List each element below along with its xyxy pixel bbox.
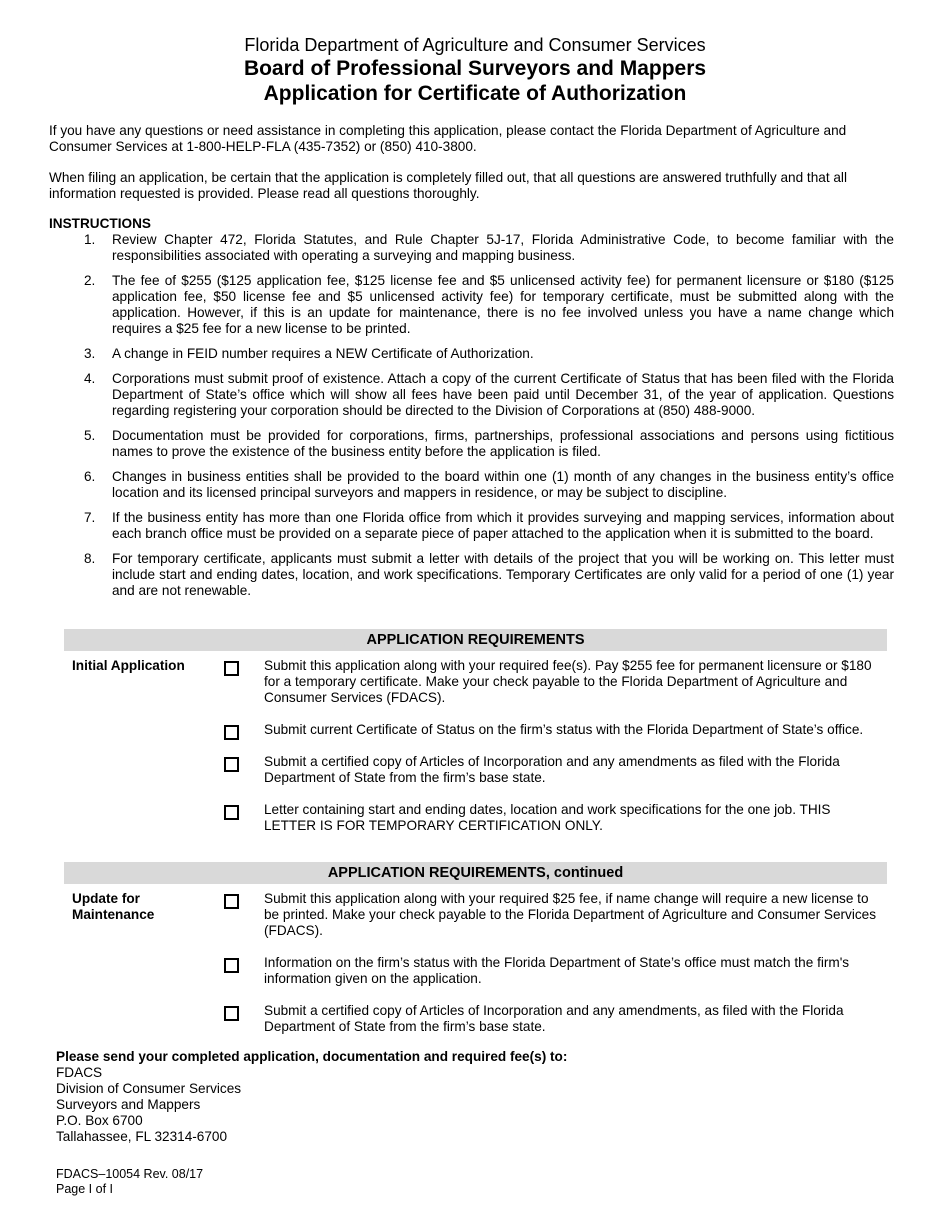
instruction-item	[49, 346, 894, 362]
requirements-heading: APPLICATION REQUIREMENTS	[64, 629, 887, 651]
instruction-text: Documentation must be provided for corporations, firms, partnerships, professional associations and persons using fictitious names to prove the existence of the business entity before the application is filed.	[112, 428, 894, 459]
intro-contact-paragraph: If you have any questions or need assistance in completing this application, please contact the Florida Department of Agriculture and Consumer Services at 1-800-HELP-FLA (435-7352) or (850) 410-3800.	[49, 123, 847, 154]
requirement-text: Information on the firm’s status with the Florida Department of State’s office must match the firm's information given on the application.	[264, 955, 850, 986]
requirements-continued-heading: APPLICATION REQUIREMENTS, continued	[64, 862, 887, 884]
requirement-text: Submit this application along with your required fee(s). Pay $255 fee for permanent licensure or $180 for a temporary certificate. Make your check payable to the Florida Department of Agriculture and Consumer Services (FDACS).	[264, 658, 872, 705]
instruction-text: A change in FEID number requires a NEW Certificate of Authorization.	[112, 346, 534, 361]
mailing-line: FDACS	[56, 1065, 103, 1080]
requirements-body	[64, 651, 887, 834]
update-maintenance-label-line2: Maintenance	[72, 907, 155, 922]
requirement-item	[264, 754, 887, 786]
requirement-text: Submit a certified copy of Articles of Incorporation and any amendments, as filed with the Florida Department of State from the firm’s base state.	[264, 1003, 844, 1034]
instruction-item	[49, 551, 894, 599]
requirement-checkbox[interactable]	[224, 1006, 239, 1021]
instruction-number: 3.	[84, 346, 96, 361]
update-maintenance-label-line1: Update for	[72, 891, 140, 906]
requirement-text: Submit this application along with your required $25 fee, if name change will require a new license to be printed. Make your check payable to the Florida Department of Agriculture and Consumer Services (FDACS).	[264, 891, 877, 938]
board-name: Board of Professional Surveyors and Mappers	[243, 57, 707, 80]
instructions-list	[49, 232, 894, 608]
requirement-item	[264, 658, 887, 706]
instruction-text: The fee of $255 ($125 application fee, $125 license fee and $5 unlicensed activity fee) for permanent licensure or $180 ($125 application fee, $50 license fee and $5 unlicensed activity fee) for temporary certificate, must be submitted along with the application. However, if this is an update for maintenance, there is no fee involved unless you have a name change which requires a $25 fee for a new license to be printed.	[112, 273, 894, 336]
instruction-text: For temporary certificate, applicants must submit a letter with details of the project that you will be working on. This letter must include start and ending dates, location, and work specifications. Temporary Certificates are only valid for a period of one (1) year and are not renewable.	[112, 551, 894, 598]
instruction-number: 1.	[84, 232, 96, 247]
instruction-text: Corporations must submit proof of existence. Attach a copy of the current Certificate of Status that has been filed with the Florida Department of State’s office which will show all fees have been paid until December 31, of the year of application. Questions regarding registering your corporation should be directed to the Division of Corporations at (850) 488-9000.	[112, 371, 894, 418]
mailing-line: Surveyors and Mappers	[56, 1097, 201, 1112]
requirement-item	[264, 802, 887, 834]
requirement-item	[264, 722, 887, 738]
instruction-number: 7.	[84, 510, 96, 525]
instruction-text: Changes in business entities shall be provided to the board within one (1) month of any changes in the business entity’s office location and its licensed principal surveyors and mappers in residence, or may be subject to discipline.	[112, 469, 894, 500]
mailing-line: Tallahassee, FL 32314-6700	[56, 1129, 228, 1144]
requirement-text: Submit current Certificate of Status on the firm’s status with the Florida Department of State’s office.	[264, 722, 864, 737]
mailing-line: Division of Consumer Services	[56, 1081, 242, 1096]
requirement-checkbox[interactable]	[224, 725, 239, 740]
requirement-checkbox[interactable]	[224, 661, 239, 676]
intro-filing-paragraph: When filing an application, be certain that the application is completely filled out, that all questions are answered truthfully and that all information requested is provided. Please read all questions thoroughly.	[49, 170, 847, 201]
document-footer	[56, 1167, 203, 1197]
requirement-item	[264, 1003, 887, 1035]
requirement-checkbox[interactable]	[224, 757, 239, 772]
requirement-checkbox[interactable]	[224, 805, 239, 820]
instruction-item	[49, 371, 894, 419]
application-requirements-continued-section	[64, 862, 887, 1035]
application-requirements-section	[64, 629, 887, 834]
mailing-address-block	[56, 1049, 567, 1145]
instruction-number: 4.	[84, 371, 96, 386]
instruction-number: 5.	[84, 428, 96, 443]
initial-application-label: Initial Application	[72, 658, 185, 673]
instruction-item	[49, 510, 894, 542]
requirement-checkbox[interactable]	[224, 958, 239, 973]
requirements-list	[64, 651, 887, 834]
update-maintenance-label	[72, 891, 212, 923]
requirement-item	[264, 891, 887, 939]
instructions-heading: INSTRUCTIONS	[49, 216, 151, 231]
mailing-line: P.O. Box 6700	[56, 1113, 143, 1128]
requirement-checkbox[interactable]	[224, 894, 239, 909]
requirement-item	[264, 955, 887, 987]
requirement-text: Submit a certified copy of Articles of Incorporation and any amendments as filed with the Florida Department of State from the firm’s base state.	[264, 754, 840, 785]
mailing-heading: Please send your completed application, documentation and required fee(s) to:	[56, 1049, 568, 1064]
requirements-continued-body	[64, 884, 887, 1035]
instruction-number: 2.	[84, 273, 96, 288]
instruction-number: 6.	[84, 469, 96, 484]
agency-name: Florida Department of Agriculture and Consumer Services	[244, 35, 706, 55]
instruction-item	[49, 428, 894, 460]
document-header	[0, 34, 950, 106]
page-number: Page I of I	[56, 1182, 113, 1196]
requirement-text: Letter containing start and ending dates, location and work specifications for the one job. THIS LETTER IS FOR TEMPORARY CERTIFICATION ONLY.	[264, 802, 831, 833]
instruction-item	[49, 469, 894, 501]
form-title: Application for Certificate of Authorization	[263, 82, 687, 105]
instruction-number: 8.	[84, 551, 96, 566]
instruction-text: If the business entity has more than one Florida office from which it provides surveying and mapping services, information about each branch office must be provided on a separate piece of paper attached to the application when it is submitted to the board.	[112, 510, 894, 541]
instruction-text: Review Chapter 472, Florida Statutes, and Rule Chapter 5J-17, Florida Administrative Code, to become familiar with the responsibilities associated with operating a surveying and mapping business.	[112, 232, 894, 263]
form-number: FDACS–10054 Rev. 08/17	[56, 1167, 204, 1181]
instruction-item	[49, 273, 894, 337]
instruction-item	[49, 232, 894, 264]
